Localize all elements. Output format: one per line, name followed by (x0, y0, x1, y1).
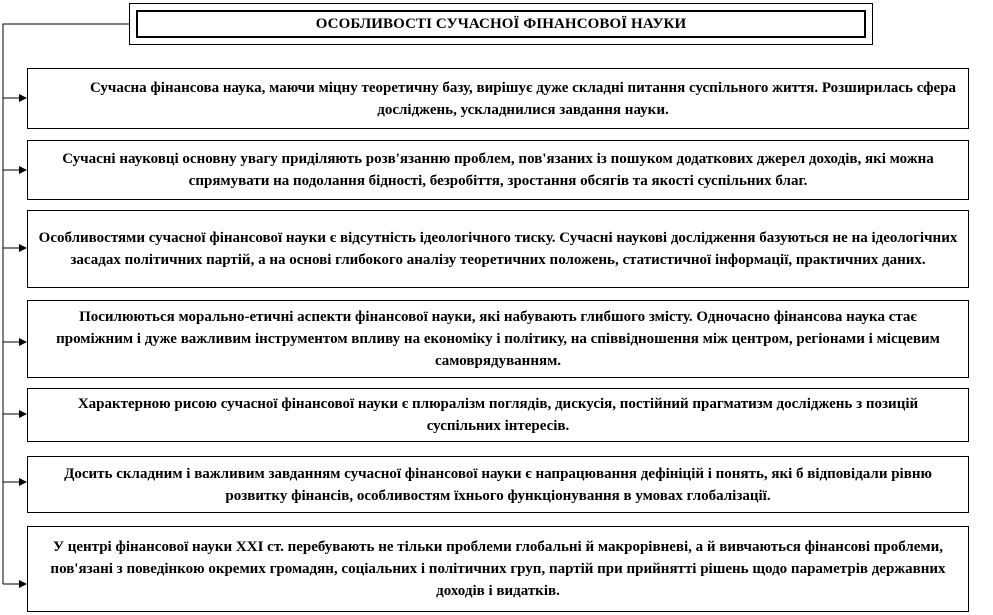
feature-box-1 (27, 68, 969, 129)
feature-box-2 (27, 140, 969, 200)
feature-text-4: Посилюються морально-етичні аспекти фінансової науки, які набувають глибшого змісту. Одночасно фінансова наука стає проміжним і дуже важливим інструментом впливу на економіку і політику, на співвідношення між центром, регіонами і місцевим самоврядуванням. (56, 309, 940, 369)
feature-text-7: У центрі фінансової науки XXI ст. перебувають не тільки проблеми глобальні й макрорівневі, а й вивчаються фінансові проблеми, пов'язані з поведінкою окремих громадян, соціальних і політичних груп, партій при прийнятті рішень щодо параметрів державних доходів і видатків. (50, 539, 946, 599)
feature-text-6: Досить складним і важливим завданням сучасної фінансової науки є напрацювання дефініцій і понять, які б відповідали рівню розвитку фінансів, особливостям їхнього функціонування в умовах глобалізації. (64, 465, 932, 504)
feature-box-7 (27, 526, 969, 612)
feature-text-3: Особливостями сучасної фінансової науки є відсутність ідеологічного тиску. Сучасні наукові дослідження базуються не на ідеологічних засадах політичних партій, а на основі глибокого аналізу теоретичних положень, статистичної інформації, практичних даних. (38, 230, 958, 268)
feature-box-6 (27, 456, 969, 513)
feature-text-1: Сучасна фінансова наука, маючи міцну теоретичну базу, вирішує дуже складні питання суспільного життя. Розширилась сфера досліджень, ускладнилися завдання науки. (89, 79, 957, 118)
feature-text-2: Сучасні науковці основну увагу приділяють розв'язанню проблем, пов'язаних із пошуком додаткових джерел доходів, які можна спрямувати на подолання бідності, безробіття, зростання обсягів та якості суспільних благ. (62, 151, 934, 189)
feature-box-4 (27, 300, 969, 378)
feature-box-3 (27, 210, 969, 288)
feature-text-5: Характерною рисою сучасної фінансової науки є плюралізм поглядів, дискусія, постійний прагматизм досліджень з позицій суспільних інтересів. (77, 396, 919, 434)
diagram-title: ОСОБЛИВОСТІ СУЧАСНОЇ ФІНАНСОВОЇ НАУКИ (136, 10, 866, 38)
feature-box-5 (27, 388, 969, 442)
